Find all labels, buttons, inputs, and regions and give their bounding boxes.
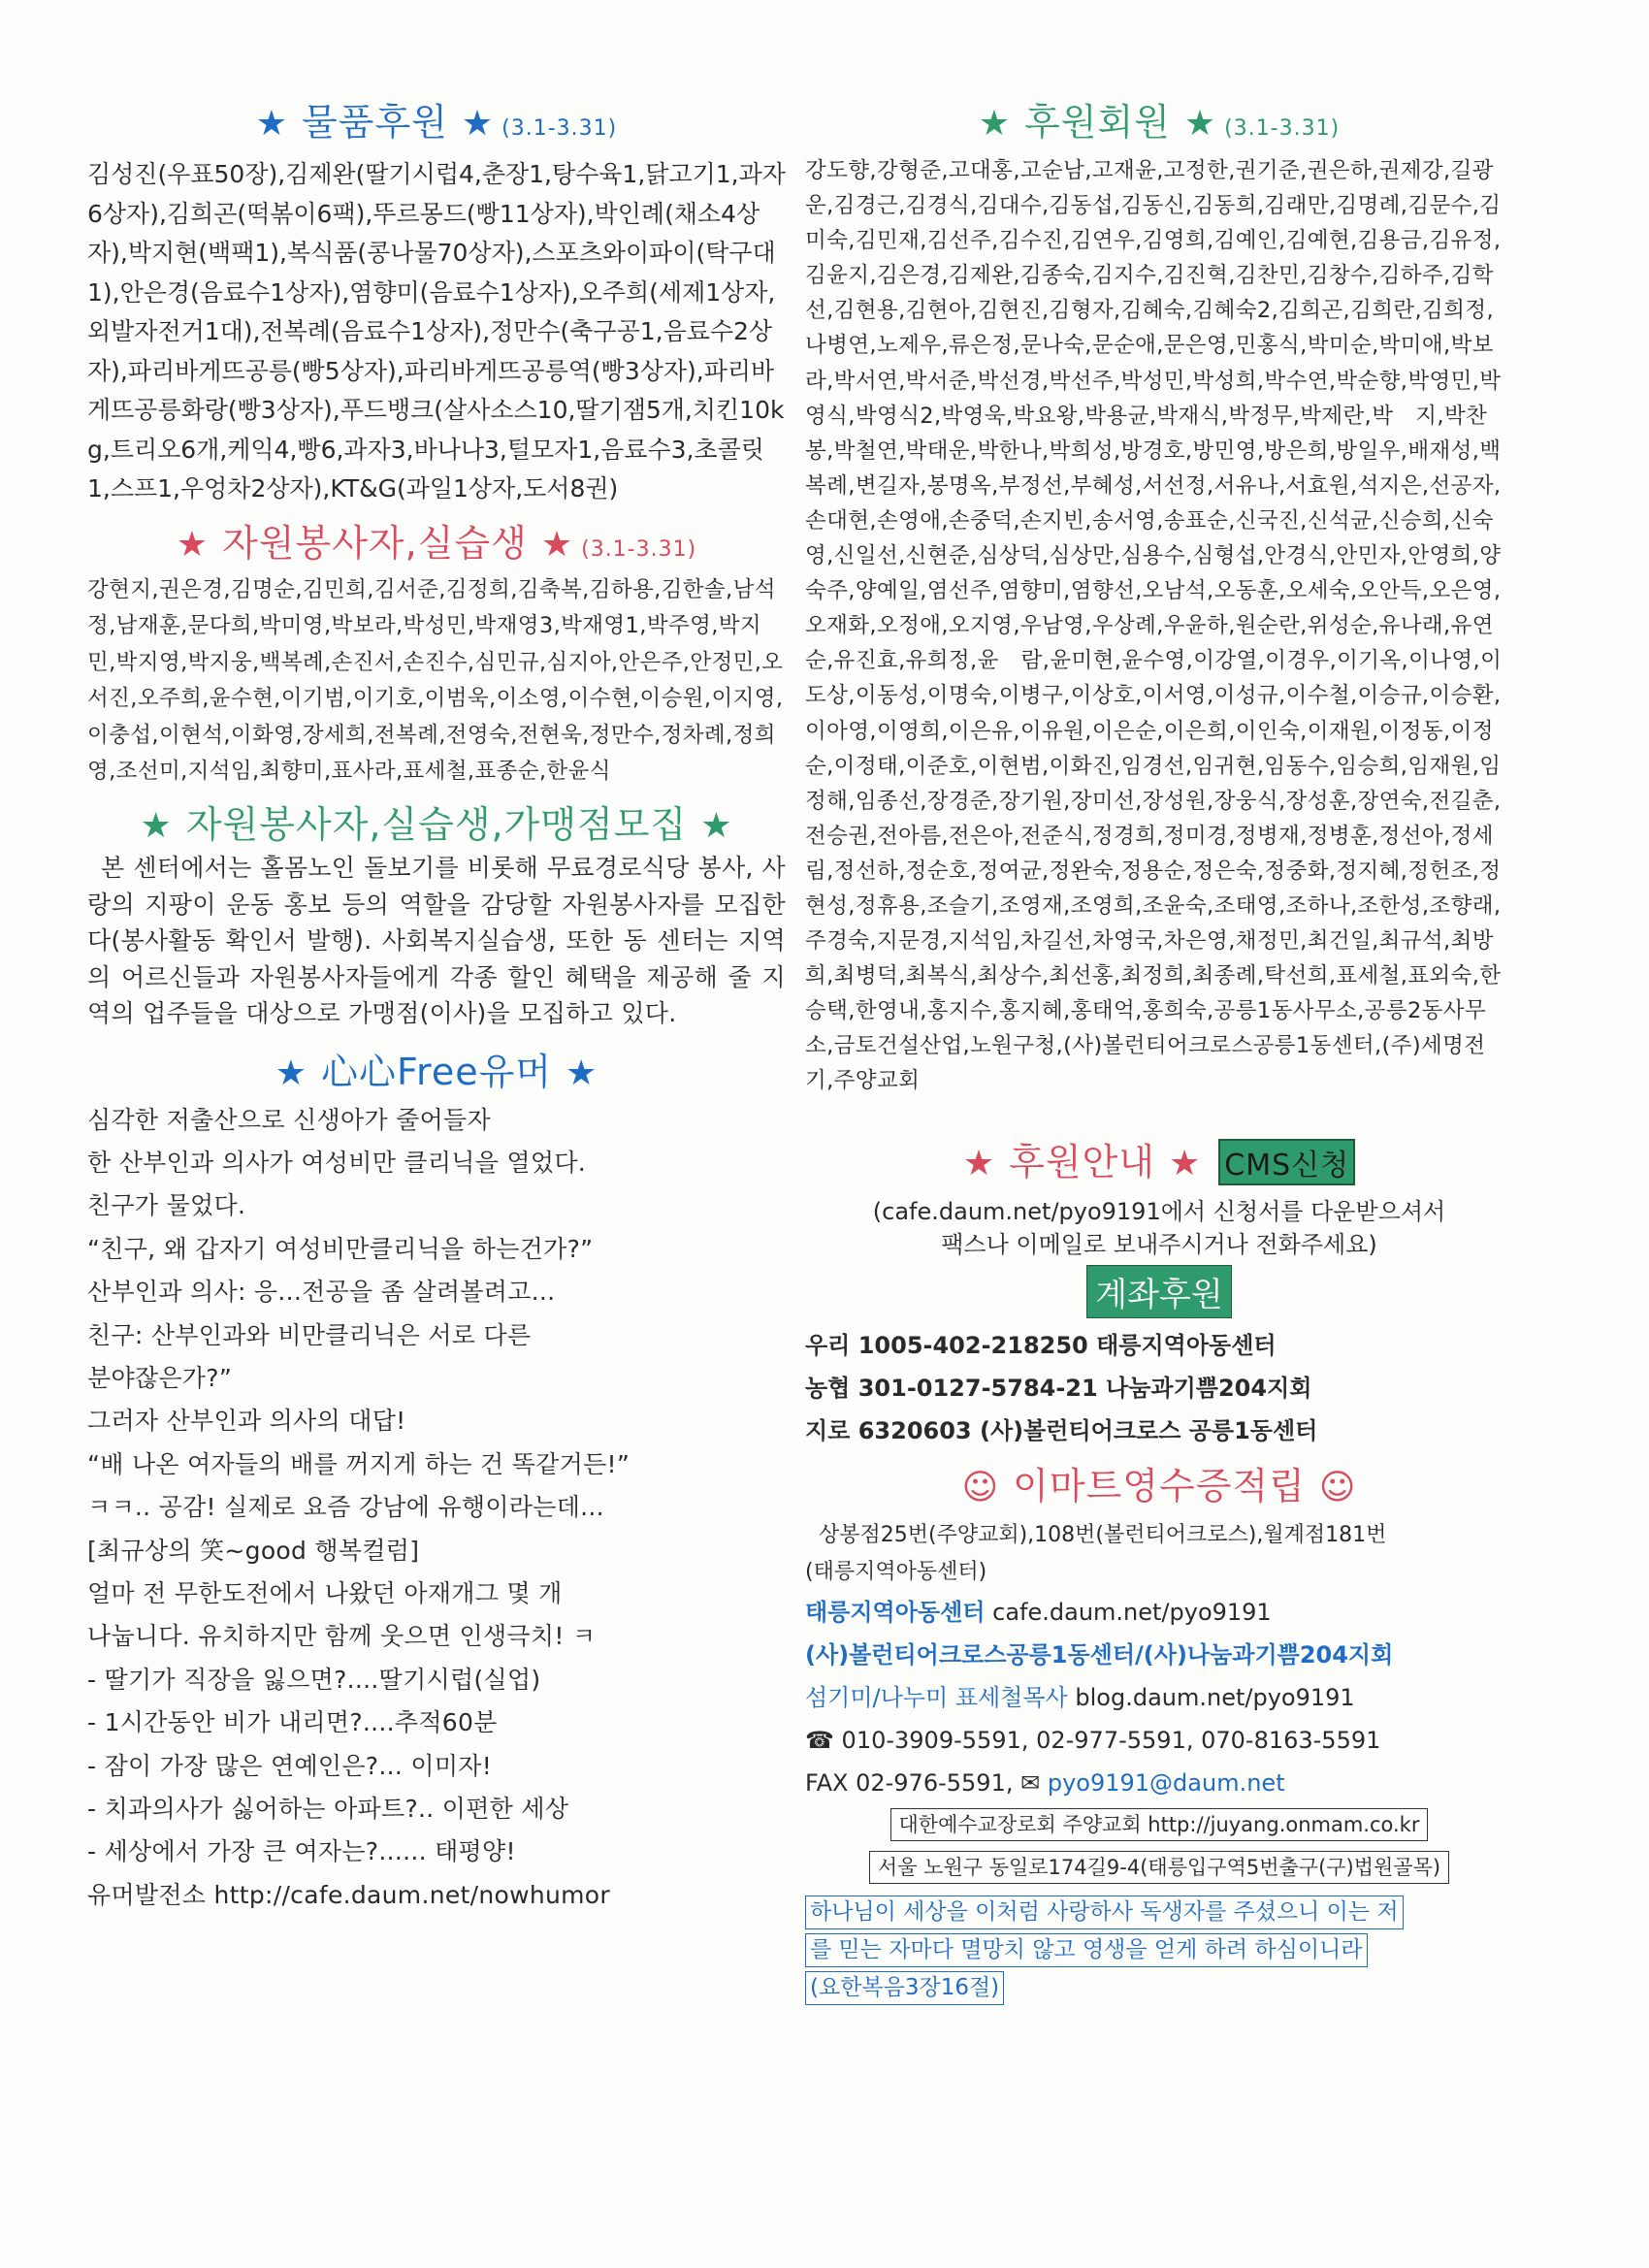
smile-icon: ☺ (961, 1467, 1000, 1507)
recruit-text: 본 센터에서는 홀몸노인 돌보기를 비롯해 무료경로식당 봉사, 사랑의 지팡이 운동 홍보 등의 역할을 감당할 자원봉사자를 모집한다(봉사활동 확인서 발행). 사회복지실습생, 또한 동 센터는 지역의 어르신들과 자원봉사자들에게 각종 할인 혜택을 제공해 줄 지역의 업주들을 대상으로 가맹점(이사)을 모집하고 있다. (87, 854, 786, 1028)
star-icon: ★ (1169, 1143, 1202, 1183)
account-banner: 계좌후원 (1086, 1265, 1231, 1318)
star-icon: ★ (566, 1053, 598, 1093)
humor-line: ㅋㅋ.. 공감! 실제로 요즘 강남에 유행이라는데... (87, 1493, 604, 1522)
bible-verse (805, 1892, 1513, 2005)
recruit-header (87, 794, 786, 848)
center-url[interactable]: cafe.daum.net/pyo9191 (992, 1598, 1272, 1626)
emart-info (805, 1517, 1513, 1591)
email-address[interactable]: pyo9191@daum.net (1047, 1768, 1285, 1797)
humor-line: 그러자 산부인과 의사의 대답! (87, 1407, 406, 1436)
humor-line: 얼마 전 무한도전에서 나왔던 아재개그 몇 개 (87, 1579, 563, 1608)
blog-url[interactable]: blog.daum.net/pyo9191 (1075, 1683, 1355, 1711)
goods-header (87, 92, 786, 146)
star-icon: ★ (1183, 104, 1217, 144)
church-box: 대한예수교장로회 주양교회 http://juyang.onmam.co.kr (890, 1808, 1429, 1841)
verse-reference: (요한복음3장16절) (805, 1971, 1004, 2005)
church-box-wrap (805, 1808, 1513, 1841)
support-note (805, 1195, 1513, 1261)
members-header (805, 92, 1513, 146)
humor-line: 한 산부인과 의사가 여성비만 클리닉을 열었다. (87, 1148, 587, 1177)
star-icon: ★ (176, 524, 210, 565)
humor-line: 유머발전소 http://cafe.daum.net/nowhumor (87, 1880, 610, 1909)
account-banner-wrap (805, 1265, 1513, 1318)
right-column (805, 92, 1513, 2005)
members-list: 강도향,강형준,고대홍,고순남,고재윤,고정한,권기준,권은하,권제강,길광운,김경근,김경식,김대수,김동섭,김동신,김동희,김래만,김명례,김문수,김미숙,김민재,김선주,김수진,김연우,김영희,김예인,김예현,김용금,김유정,김윤지,김은경,김제완,김종숙,김지수,김진혁,김찬민,김창수,김하주,김학선,김현용,김현아,김현진,김형자,김혜숙,김혜숙2,김희곤,김희란,김희정,나병연,노제우,류은정,문나숙,문순애,문은영,민홍식,박미순,박미애,박보라,박서연,박서준,박선경,박선주,박성민,박성희,박수연,박순향,박영민,박영식,박영식2,박영욱,박요왕,박용균,박재식,박정무,박제란,박 지,박찬봉,박철연,박태운,박한나,박희성,방경호,방민영,방은희,방일우,배재성,백복례,변길자,봉명옥,부정선,부혜성,서선정,서유나,서효원,석지은,선공자,손대현,손영애,손중덕,손지빈,송서영,송표순,신국진,신석균,신승희,신숙영,신일선,신현준,심상덕,심상만,심용수,심형섭,안경식,안민자,안영희,양숙주,양예일,염선주,염향미,염향선,오남석,오동훈,오세숙,오안득,오은영,오재화,오정애,오지영,우남영,우상례,우윤하,원순란,위성순,유나래,유연순,유진효,유희정,윤 람,윤미현,윤수영,이강열,이경우,이기옥,이나영,이도상,이동성,이명숙,이병구,이상호,이서영,이성규,이수철,이승규,이승환,이아영,이영희,이은유,이유원,이은순,이은희,이인숙,이재원,이정동,이정순,이정태,이준호,이현범,이화진,임경선,임귀현,임동수,임승희,임재원,임정해,임종선,장경준,장기원,장미선,장성원,장웅식,장성훈,장연숙,전길춘,전승권,전아름,전은아,전준식,정경희,정미경,정병재,정병훈,정선아,정세림,정선하,정순호,정여균,정완숙,정용순,정은숙,정중화,정지혜,정헌조,정현성,정휴용,조슬기,조영재,조영희,조윤숙,조태영,조하나,조한성,조향래,주경숙,지문경,지석임,차길선,차영국,차은영,채정민,최건일,최규석,최방희,최병덕,최복식,최상수,최선홍,최정희,최종례,탁선희,표세철,표외숙,한승택,한영내,홍지수,홍지혜,홍태억,홍희숙,공릉1동사무소,공릉2동사무소,금토건설산업,노원구청,(사)볼런티어크로스공릉1동센터,(주)세명전기,주양교회 (805, 158, 1503, 1094)
account-list (805, 1324, 1513, 1452)
support-note-line: 팩스나 이메일로 보내주시거나 전화주세요) (941, 1230, 1377, 1258)
email-icon: ✉ (1020, 1768, 1041, 1797)
recruit-title: 자원봉사자,실습생,가맹점모집 (185, 803, 688, 847)
emart-header (805, 1456, 1513, 1509)
support-header (805, 1132, 1513, 1185)
smile-icon: ☺ (1318, 1467, 1357, 1507)
goods-date: (3.1-3.31) (501, 116, 618, 141)
humor-header (87, 1042, 786, 1095)
star-icon: ★ (461, 104, 495, 144)
goods-list: 김성진(우표50장),김제완(딸기시럽4,춘장1,탕수육1,닭고기1,과자6상자),김희곤(떡볶이6팩),뚜르몽드(빵11상자),박인례(채소4상자),박지현(백팩1),복식품(콩나물70상자),스포츠와이파이(탁구대1),안은경(음료수1상자),염향미(음료수1상자),오주희(세제1상자,외발자전거1대),전복례(음료수1상자),정만수(축구공1,음료수2상자),파리바게뜨공릉(빵5상자),파리바게뜨공릉역(빵3상자),파리바게뜨공릉화랑(빵3상자),푸드뱅크(살사소스10,딸기잼5개,치킨10kg,트리오6개,케익4,빵6,과자3,바나나3,털모자1,음료수3,초콜릿1,스프1,우엉차2상자),KT&G(과일1상자,도서8권) (87, 160, 786, 502)
star-icon: ★ (962, 1143, 996, 1183)
fax-number: FAX 02-976-5591, (805, 1768, 1014, 1797)
account-line: 지로 6320603 (사)볼런티어크로스 공릉1동센터 (805, 1416, 1318, 1444)
contact-block (805, 1591, 1513, 1804)
phone-numbers: 010-3909-5591, 02-977-5591, 070-8163-5591 (841, 1726, 1381, 1754)
humor-line: - 치과의사가 싫어하는 아파트?.. 이편한 세상 (87, 1795, 569, 1824)
volunteers-header (87, 513, 786, 567)
cms-badge: CMS신청 (1218, 1139, 1355, 1185)
members-date: (3.1-3.31) (1224, 116, 1341, 141)
phone-icon: ☎ (805, 1726, 834, 1754)
star-icon: ★ (700, 806, 733, 847)
humor-line: 심각한 저출산으로 신생아가 줄어들자 (87, 1105, 491, 1134)
humor-line: - 잠이 가장 많은 연예인은?... 이미자! (87, 1751, 493, 1780)
humor-body (87, 1099, 786, 1918)
humor-line: 나눕니다. 유치하지만 함께 웃으면 인생극치! ㅋ (87, 1622, 597, 1651)
support-note-line: (cafe.daum.net/pyo9191에서 신청서를 다운받으셔서 (872, 1197, 1446, 1225)
star-icon: ★ (275, 1053, 307, 1093)
humor-title: 心心Free유머 (320, 1050, 553, 1093)
star-icon: ★ (140, 806, 173, 847)
emart-line: (태릉지역아동센터) (805, 1559, 987, 1584)
address-box-wrap (805, 1851, 1513, 1884)
humor-line: - 딸기가 직장을 잃으면?....딸기시럽(실업) (87, 1665, 541, 1694)
humor-line: 산부인과 의사: 응...전공을 좀 살려볼려고... (87, 1278, 556, 1307)
volunteers-title: 자원봉사자,실습생 (222, 521, 528, 565)
account-line: 농협 301-0127-5784-21 나눔과기쁨204지회 (805, 1374, 1312, 1402)
orgs-name: (사)볼런티어크로스공릉1동센터/(사)나눔과기쁨204지회 (805, 1640, 1394, 1669)
humor-line: 분야잖은가?” (87, 1364, 233, 1392)
humor-line: “친구, 왜 갑자기 여성비만클리닉을 하는건가?” (87, 1234, 594, 1263)
pastor-name: 섬기미/나누미 표세철목사 (805, 1683, 1068, 1711)
star-icon: ★ (255, 104, 289, 144)
left-column (87, 92, 786, 1917)
verse-line: 하나님이 세상을 이처럼 사랑하사 독생자를 주셨으니 이는 저 (805, 1895, 1404, 1929)
humor-line: - 세상에서 가장 큰 여자는?...... 태평양! (87, 1837, 516, 1866)
emart-title: 이마트영수증적립 (1013, 1464, 1306, 1507)
humor-line: 친구: 산부인과와 비만클리닉은 서로 다른 (87, 1320, 532, 1349)
humor-line: “배 나온 여자들의 배를 꺼지게 하는 건 똑같거든!” (87, 1449, 630, 1478)
verse-line: 를 믿는 자마다 멸망치 않고 영생을 얻게 하려 하심이니라 (805, 1933, 1368, 1967)
star-icon: ★ (978, 104, 1012, 144)
center-name: 태릉지역아동센터 (805, 1598, 986, 1626)
support-title: 후원안내 (1009, 1140, 1155, 1183)
members-title: 후원회원 (1024, 101, 1171, 144)
volunteers-date: (3.1-3.31) (581, 536, 697, 562)
star-icon: ★ (540, 524, 574, 565)
goods-title: 물품후원 (302, 101, 448, 144)
humor-line: [최규상의 笑~good 행복컬럼] (87, 1536, 420, 1565)
emart-line: 상봉점25번(주양교회),108번(볼런티어크로스),월계점181번 (819, 1522, 1387, 1547)
humor-line: 친구가 물었다. (87, 1191, 246, 1220)
volunteers-list: 강현지,권은경,김명순,김민희,김서준,김정희,김축복,김하용,김한솔,남석정,남재훈,문다희,박미영,박보라,박성민,박재영3,박재영1,박주영,박지민,박지영,박지웅,백복례,손진서,손진수,심민규,심지아,안은주,안정민,오서진,오주희,윤수현,이기범,이기호,이범욱,이소영,이수현,이승원,이지영,이충섭,이현석,이화영,장세희,전복례,전영숙,전현욱,정만수,정차례,정희영,조선미,지석임,최향미,표사라,표세철,표종순,한윤식 (87, 576, 784, 785)
address-box: 서울 노원구 동일로174길9-4(태릉입구역5번출구(구)법원골목) (869, 1851, 1449, 1884)
humor-line: - 1시간동안 비가 내리면?....추적60분 (87, 1708, 498, 1737)
account-line: 우리 1005-402-218250 태릉지역아동센터 (805, 1331, 1277, 1359)
